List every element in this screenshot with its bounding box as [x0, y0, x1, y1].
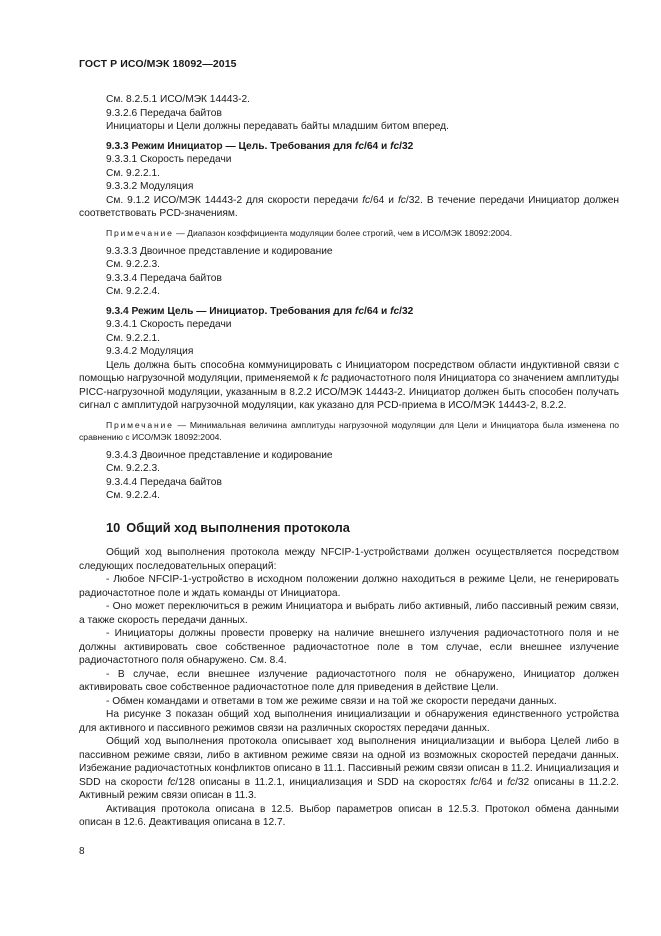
subsection-heading: 9.3.4.1 Скорость передачи — [106, 319, 232, 330]
section-heading-9-3-4: 9.3.4 Режим Цель — Инициатор. Требования для fc/64 и fc/32 — [106, 305, 414, 317]
text-line: См. 9.2.2.4. — [106, 490, 161, 501]
paragraph: На рисунке 3 показан общий ход выполнения инициализации и обнаружения единственного устройства для активного и пассивного режимов связи на различных скоростях передачи данных. — [79, 709, 619, 734]
paragraph: Активация протокола описана в 12.5. Выбор параметров описан в 12.5.3. Протокол обмена данными описан в 12.6. Деактивация описана в 12.7. — [79, 803, 619, 828]
subsection-heading: 9.3.3.2 Модуляция — [106, 181, 194, 192]
note: Примечание — Минимальная величина амплитуды нагрузочной модуляции для Цели и Инициатора была изменена по сравнению с ИСО/МЭК 18092:2004. — [79, 419, 619, 442]
subsection-heading: 9.3.2.6 Передача байтов — [106, 107, 222, 119]
subsection-heading: 9.3.4.3 Двоичное представление и кодирование — [106, 449, 333, 461]
subsection-heading: 9.3.4.2 Модуляция — [106, 346, 194, 357]
list-item: - Инициаторы должны провести проверку на наличие внешнего излучения радиочастотного поля и не должны активировать свое собственное радиочастотное поле в том случае, если внешнее излучение радиочастотного поля обнаружено. См. 8.4. — [79, 628, 619, 666]
document-body — [79, 93, 619, 830]
section-heading-9-3-3: 9.3.3 Режим Инициатор — Цель. Требования для fc/64 и fc/32 — [106, 140, 414, 152]
note: Примечание — Диапазон коэффициента модуляции более строгий, чем в ИСО/МЭК 18092:2004. — [106, 227, 513, 238]
paragraph: Общий ход выполнения протокола между NFCIP-1-устройствами должен осуществляется посредством следующих последовательных операций: — [79, 547, 619, 572]
text-line: См. 8.2.5.1 ИСО/МЭК 14443-2. — [106, 94, 251, 105]
list-item: - В случае, если внешнее излучение радиочастотного поля не обнаружено, Инициатор должен активировать свое собственное радиочастотное поле для приведения в действие Цели. — [79, 668, 619, 693]
subsection-heading: 9.3.4.4 Передача байтов — [106, 476, 222, 488]
note-label: Примечание — [106, 227, 174, 238]
paragraph: Общий ход выполнения протокола описывает ход выполнения инициализации и выбора Целей либо в пассивном режиме связи, либо в активном режиме связи на одной из возможных скоростей передачи данных. Избежание радиочастотных конфликтов описано в 11.1. Пассивный режим связи описан в 11.2. Инициализация и SDD на скорости fc/128 описаны в 11.2.1, инициализация и SDD на скоростях fc/64 и fc/32 описаны в 11.2.2. Активный режим связи описан в 11.3. — [79, 736, 620, 801]
list-item: - Оно может переключиться в режим Инициатора и выбрать либо активный, либо пассивный режим связи, а также скорость передачи данных. — [79, 601, 619, 626]
paragraph: Цель должна быть способна коммуницировать с Инициатором посредством области индуктивной связи с помощью нагрузочной модуляции, применяемой к fc радиочастотного поля Инициатора со значением амплитуды PICC-нагрузочной модуляции, указанным в 8.2.2 ИСО/МЭК 14443-2. Инициатор должен быть способен получать сигнал с амплитудой нагрузочной модуляции, как указано для PCD-приема в ИСО/МЭК 14443-2, 8.2.2. — [79, 359, 620, 411]
paragraph: См. 9.1.2 ИСО/МЭК 14443-2 для скорости передачи fc/64 и fc/32. В течение передачи Инициатор должен соответствовать PCD-значениям. — [79, 194, 620, 219]
list-item: - Обмен командами и ответами в том же режиме связи и на той же скорости передачи данных. — [106, 695, 557, 707]
list-item: - Любое NFCIP-1-устройство в исходном положении должно находиться в режиме Цели, не генерировать радиочастотное поле и ждать команды от Инициатора. — [79, 574, 619, 599]
text-line: См. 9.2.2.3. — [106, 259, 161, 270]
note-label: Примечание — [106, 419, 174, 430]
subsection-heading: 9.3.3.3 Двоичное представление и кодирование — [106, 245, 333, 257]
section-10-title: 10 Общий ход выполнения протокола — [106, 519, 350, 535]
text-line: См. 9.2.2.1. — [106, 167, 161, 179]
subsection-heading: 9.3.3.4 Передача байтов — [106, 272, 222, 284]
text-line: См. 9.2.2.4. — [106, 286, 161, 297]
text-line: Инициаторы и Цели должны передавать байты младшим битом вперед. — [106, 121, 449, 132]
text-line: См. 9.2.2.1. — [106, 332, 161, 344]
document-header: ГОСТ Р ИСО/МЭК 18092—2015 — [79, 58, 237, 70]
subsection-heading: 9.3.3.1 Скорость передачи — [106, 154, 232, 165]
page-number: 8 — [79, 846, 85, 857]
text-line: См. 9.2.2.3. — [106, 463, 161, 474]
